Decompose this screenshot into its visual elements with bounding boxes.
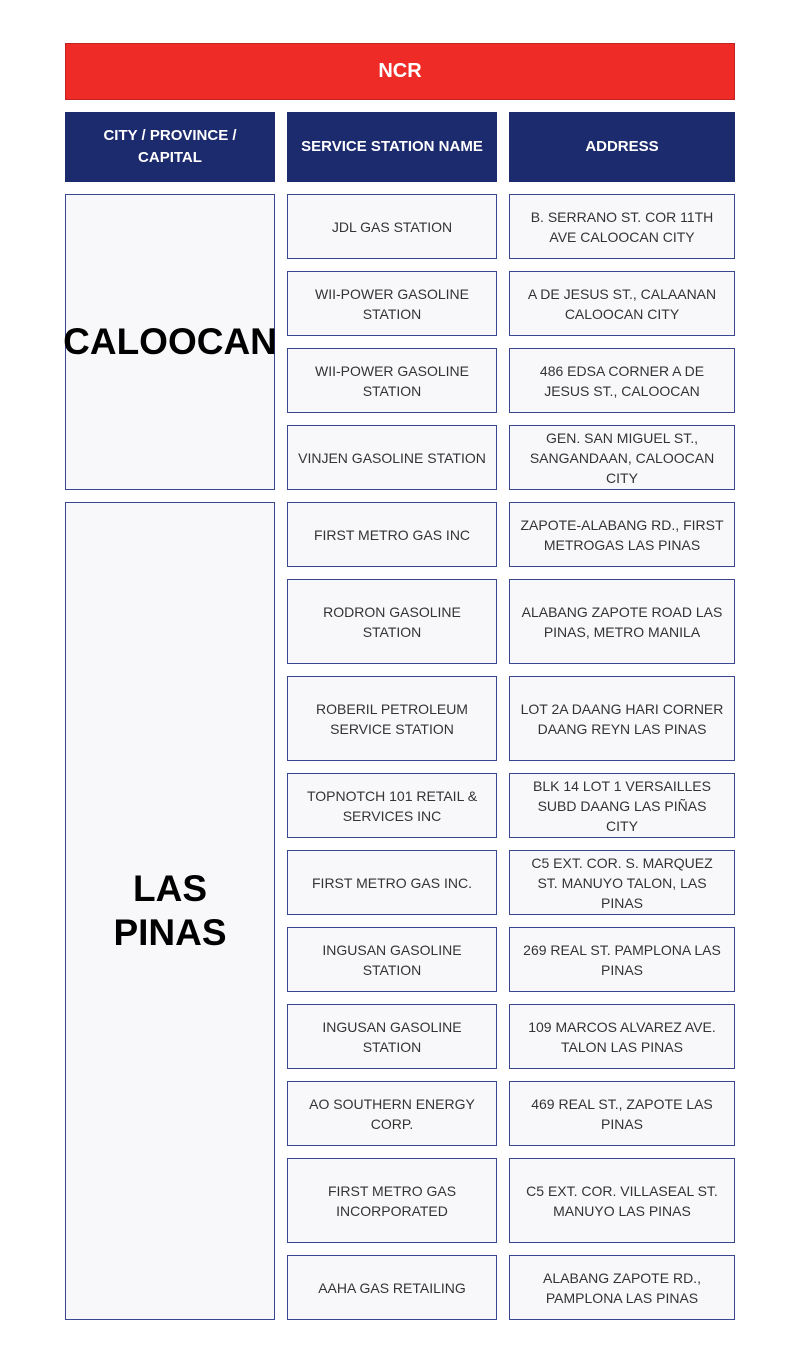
- station-cell: WII-POWER GASOLINE STATION: [287, 271, 497, 336]
- station-cell: RODRON GASOLINE STATION: [287, 579, 497, 664]
- address-cell: 486 EDSA CORNER A DE JESUS ST., CALOOCAN: [509, 348, 735, 413]
- address-cell: 469 REAL ST., ZAPOTE LAS PINAS: [509, 1081, 735, 1146]
- address-cell: BLK 14 LOT 1 VERSAILLES SUBD DAANG LAS PIÑAS CITY: [509, 773, 735, 838]
- address-cell: 109 MARCOS ALVAREZ AVE. TALON LAS PINAS: [509, 1004, 735, 1069]
- address-cell: GEN. SAN MIGUEL ST., SANGANDAAN, CALOOCAN CITY: [509, 425, 735, 490]
- address-cell: C5 EXT. COR. S. MARQUEZ ST. MANUYO TALON, LAS PINAS: [509, 850, 735, 915]
- region-banner: [65, 43, 735, 100]
- region-title: NCR: [378, 60, 422, 82]
- station-cell: VINJEN GASOLINE STATION: [287, 425, 497, 490]
- station-cell: AO SOUTHERN ENERGY CORP.: [287, 1081, 497, 1146]
- station-cell: INGUSAN GASOLINE STATION: [287, 1004, 497, 1069]
- station-cell: ROBERIL PETROLEUM SERVICE STATION: [287, 676, 497, 761]
- address-cell: ZAPOTE-ALABANG RD., FIRST METROGAS LAS PINAS: [509, 502, 735, 567]
- header-city: CITY / PROVINCE / CAPITAL: [65, 112, 275, 182]
- station-cell: JDL GAS STATION: [287, 194, 497, 259]
- address-cell: 269 REAL ST. PAMPLONA LAS PINAS: [509, 927, 735, 992]
- address-cell: B. SERRANO ST. COR 11TH AVE CALOOCAN CITY: [509, 194, 735, 259]
- city-cell-caloocan: CALOOCAN: [65, 194, 275, 490]
- station-cell: FIRST METRO GAS INCORPORATED: [287, 1158, 497, 1243]
- station-cell: WII-POWER GASOLINE STATION: [287, 348, 497, 413]
- address-cell: A DE JESUS ST., CALAANAN CALOOCAN CITY: [509, 271, 735, 336]
- city-cell-las-pinas: LAS PINAS: [65, 502, 275, 1320]
- station-cell: AAHA GAS RETAILING: [287, 1255, 497, 1320]
- header-station: SERVICE STATION NAME: [287, 112, 497, 182]
- station-cell: TOPNOTCH 101 RETAIL & SERVICES INC: [287, 773, 497, 838]
- address-cell: ALABANG ZAPOTE ROAD LAS PINAS, METRO MANILA: [509, 579, 735, 664]
- station-cell: FIRST METRO GAS INC.: [287, 850, 497, 915]
- station-cell: INGUSAN GASOLINE STATION: [287, 927, 497, 992]
- station-cell: FIRST METRO GAS INC: [287, 502, 497, 567]
- address-cell: C5 EXT. COR. VILLASEAL ST. MANUYO LAS PINAS: [509, 1158, 735, 1243]
- address-cell: LOT 2A DAANG HARI CORNER DAANG REYN LAS PINAS: [509, 676, 735, 761]
- address-cell: ALABANG ZAPOTE RD., PAMPLONA LAS PINAS: [509, 1255, 735, 1320]
- header-address: ADDRESS: [509, 112, 735, 182]
